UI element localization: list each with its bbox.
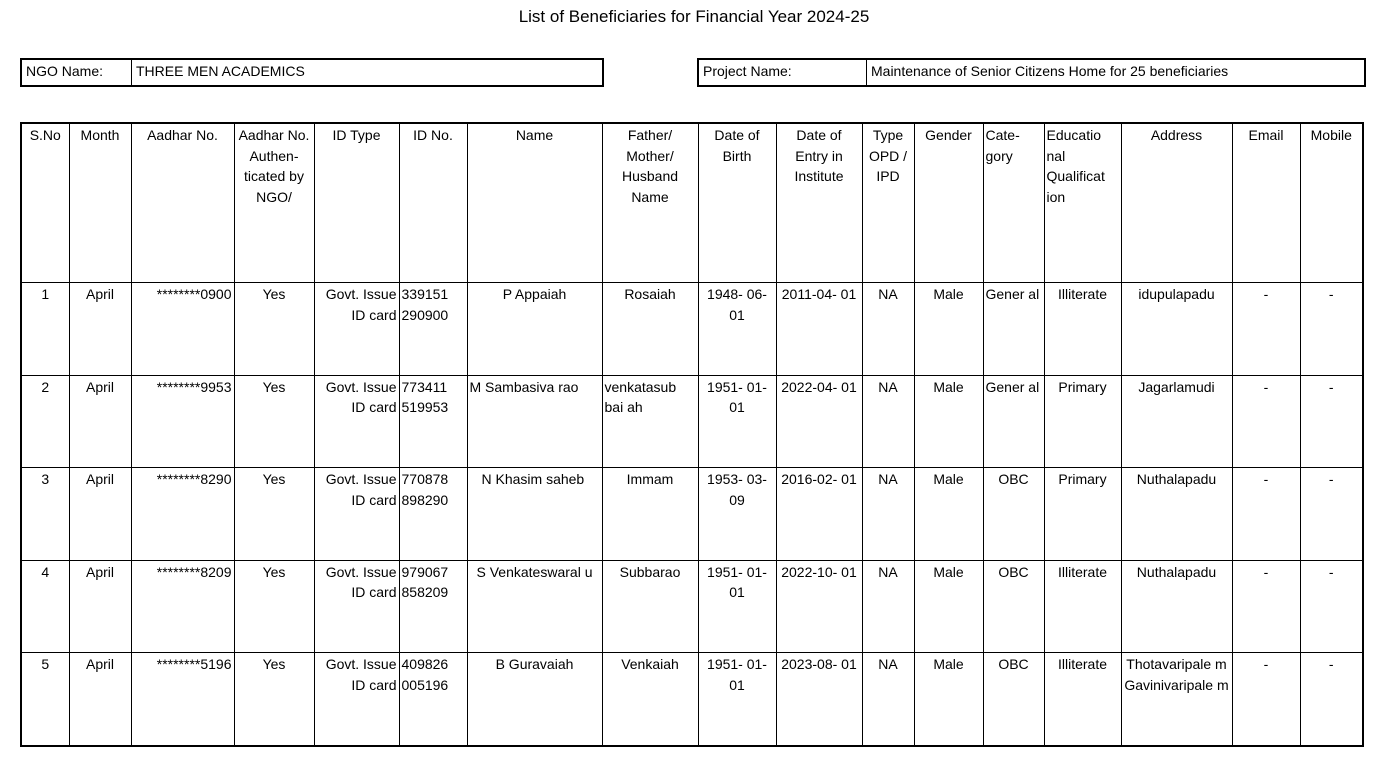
cell-mobile: - [1300,560,1363,653]
cell-name: S Venkateswaral u [467,560,602,653]
col-header-id-no: ID No. [399,123,467,283]
cell-name: N Khasim saheb [467,468,602,561]
cell-mobile: - [1300,468,1363,561]
cell-address: Nuthalapadu [1121,560,1232,653]
cell-email: - [1232,560,1300,653]
col-header-email: Email [1232,123,1300,283]
col-header-month: Month [69,123,131,283]
cell-mobile: - [1300,375,1363,468]
cell-month: April [69,653,131,746]
cell-auth: Yes [234,375,314,468]
col-header-aadhar: Aadhar No. [131,123,234,283]
cell-gender: Male [914,375,983,468]
cell-category: OBC [983,653,1044,746]
cell-sno: 5 [21,653,69,746]
cell-id-type: Govt. Issue ID card [314,375,399,468]
cell-month: April [69,468,131,561]
ngo-name-label: NGO Name: [22,60,132,85]
cell-id-no: 773411 519953 [399,375,467,468]
project-name-value: Maintenance of Senior Citizens Home for 25 beneficiaries [871,63,1229,79]
col-header-id-type: ID Type [314,123,399,283]
cell-type: NA [862,653,914,746]
cell-month: April [69,375,131,468]
cell-gender: Male [914,468,983,561]
cell-entry-date: 2022-10- 01 [776,560,862,653]
table-row [21,560,1363,653]
col-header-dob: Date of Birth [698,123,776,283]
cell-email: - [1232,653,1300,746]
cell-gender: Male [914,560,983,653]
cell-id-type: Govt. Issue ID card [314,283,399,376]
cell-sno: 1 [21,283,69,376]
cell-entry-date: 2011-04- 01 [776,283,862,376]
cell-id-type: Govt. Issue ID card [314,560,399,653]
cell-month: April [69,560,131,653]
cell-gender: Male [914,653,983,746]
cell-auth: Yes [234,560,314,653]
col-header-type: Type OPD / IPD [862,123,914,283]
cell-guardian: Venkaiah [602,653,698,746]
ngo-name-value: THREE MEN ACADEMICS [136,63,305,79]
cell-auth: Yes [234,653,314,746]
col-header-guardian: Father/ Mother/ Husband Name [602,123,698,283]
cell-sno: 3 [21,468,69,561]
cell-mobile: - [1300,283,1363,376]
cell-guardian: Subbarao [602,560,698,653]
project-name-box [697,58,1366,87]
cell-dob: 1953- 03-09 [698,468,776,561]
cell-dob: 1951- 01-01 [698,653,776,746]
cell-category: OBC [983,560,1044,653]
cell-aadhar: ********5196 [131,653,234,746]
cell-auth: Yes [234,468,314,561]
cell-address: idupulapadu [1121,283,1232,376]
cell-email: - [1232,283,1300,376]
table-row [21,653,1363,746]
cell-id-type: Govt. Issue ID card [314,653,399,746]
cell-id-type: Govt. Issue ID card [314,468,399,561]
cell-email: - [1232,375,1300,468]
cell-entry-date: 2023-08- 01 [776,653,862,746]
cell-aadhar: ********8290 [131,468,234,561]
col-header-category: Cate- gory [983,123,1044,283]
col-header-address: Address [1121,123,1232,283]
cell-gender: Male [914,283,983,376]
cell-guardian: Immam [602,468,698,561]
cell-aadhar: ********0900 [131,283,234,376]
table-row [21,375,1363,468]
beneficiaries-table [20,122,1364,747]
cell-aadhar: ********8209 [131,560,234,653]
col-header-name: Name [467,123,602,283]
header-row [21,123,1363,283]
cell-address: Jagarlamudi [1121,375,1232,468]
table-row [21,283,1363,376]
cell-type: NA [862,560,914,653]
col-header-gender: Gender [914,123,983,283]
cell-address: Nuthalapadu [1121,468,1232,561]
col-header-mobile: Mobile [1300,123,1363,283]
cell-category: Gener al [983,283,1044,376]
cell-aadhar: ********9953 [131,375,234,468]
cell-auth: Yes [234,283,314,376]
cell-sno: 2 [21,375,69,468]
cell-entry-date: 2022-04- 01 [776,375,862,468]
cell-category: Gener al [983,375,1044,468]
ngo-name-box [20,58,604,87]
cell-id-no: 339151 290900 [399,283,467,376]
col-header-sno: S.No [21,123,69,283]
cell-guardian: Rosaiah [602,283,698,376]
cell-education: Primary [1044,375,1121,468]
col-header-entry-date: Date of Entry in Institute [776,123,862,283]
cell-address: Thotavaripale m Gavinivaripale m [1121,653,1232,746]
cell-name: M Sambasiva rao [467,375,602,468]
col-header-aadhar-auth: Aadhar No. Authen- ticated by NGO/ [234,123,314,283]
page-title: List of Beneficiaries for Financial Year 2024-25 [518,7,870,26]
cell-type: NA [862,468,914,561]
cell-guardian: venkatasub bai ah [602,375,698,468]
cell-education: Illiterate [1044,283,1121,376]
cell-category: OBC [983,468,1044,561]
cell-id-no: 979067 858209 [399,560,467,653]
cell-dob: 1951- 01-01 [698,375,776,468]
col-header-education: Educatio nal Qualificat ion [1044,123,1121,283]
cell-id-no: 770878 898290 [399,468,467,561]
cell-type: NA [862,283,914,376]
cell-dob: 1948- 06-01 [698,283,776,376]
project-name-label: Project Name: [699,60,867,85]
cell-name: P Appaiah [467,283,602,376]
cell-sno: 4 [21,560,69,653]
cell-email: - [1232,468,1300,561]
cell-education: Illiterate [1044,653,1121,746]
cell-entry-date: 2016-02- 01 [776,468,862,561]
cell-name: B Guravaiah [467,653,602,746]
cell-month: April [69,283,131,376]
cell-dob: 1951- 01-01 [698,560,776,653]
table-row [21,468,1363,561]
cell-type: NA [862,375,914,468]
cell-education: Illiterate [1044,560,1121,653]
cell-mobile: - [1300,653,1363,746]
cell-education: Primary [1044,468,1121,561]
cell-id-no: 409826 005196 [399,653,467,746]
